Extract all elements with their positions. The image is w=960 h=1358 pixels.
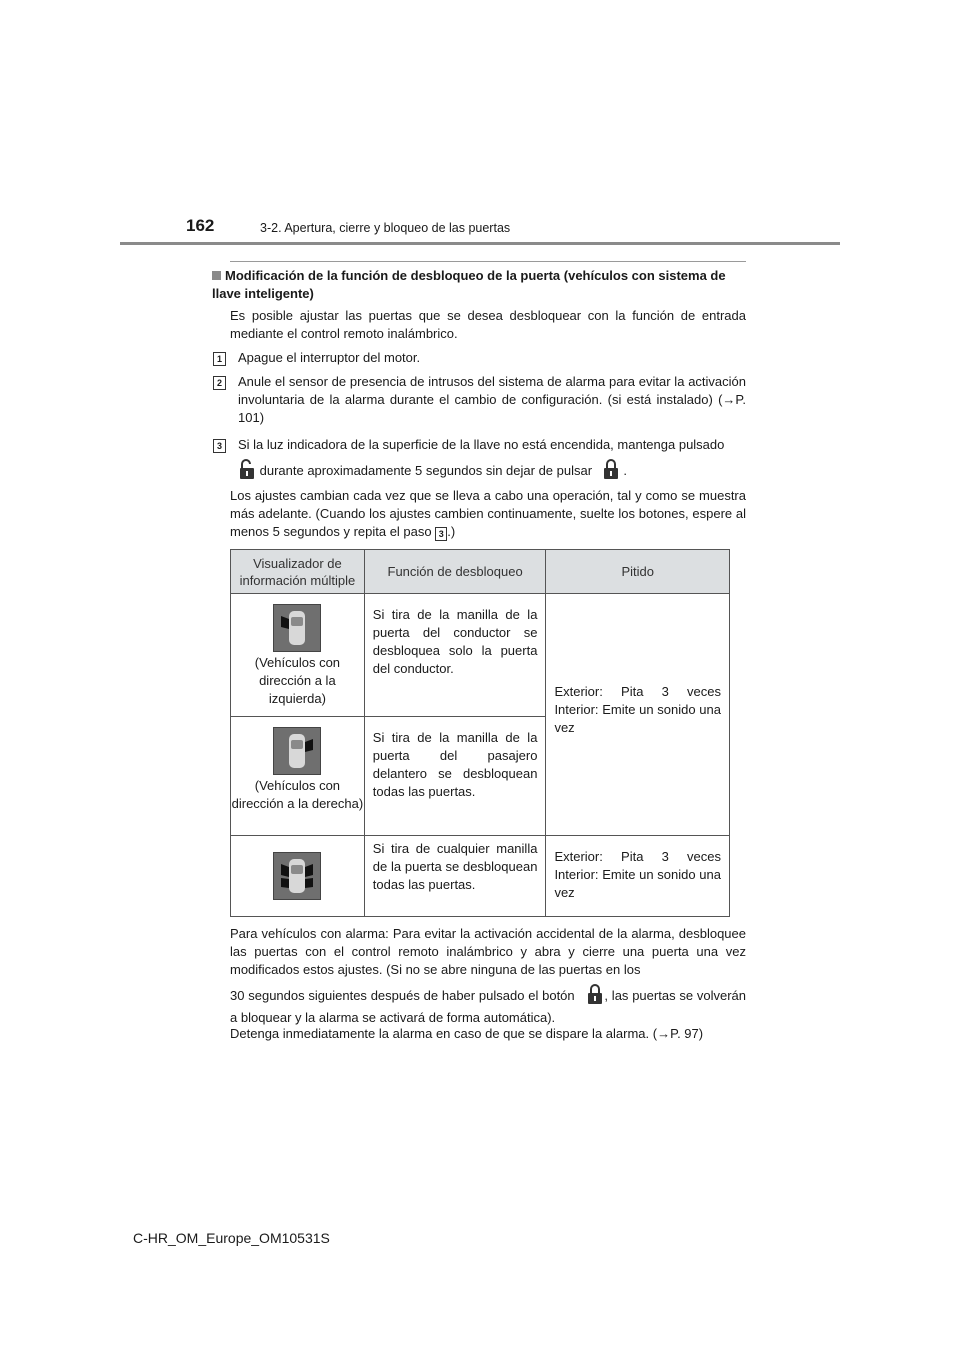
step-number: 2: [213, 376, 226, 390]
beep-cell: Exterior: Pita 3 veces Interior: Emite un sonido una vez: [546, 836, 730, 917]
car-door-icon: [273, 727, 321, 775]
table-header: Pitido: [546, 550, 730, 594]
display-caption: (Vehículos con dirección a la derecha): [231, 778, 364, 811]
step-3-text-a: Si la luz indicadora de la superficie de la llave no está encendida, mantenga pulsado: [238, 437, 725, 452]
alarm-paragraph-b: [230, 984, 746, 1029]
table-header-row: [231, 550, 730, 594]
step-number: 3: [213, 439, 226, 453]
table-row: [231, 836, 730, 917]
step-3-text-c: .: [623, 463, 627, 478]
unlock-settings-table: [230, 549, 730, 917]
table-header: Función de desbloqueo: [364, 550, 546, 594]
lock-icon: [586, 984, 604, 1006]
beep-cell: Exterior: Pita 3 veces Interior: Emite un sonido una vez: [546, 594, 730, 836]
header-rule: [120, 242, 840, 245]
lock-icon: [602, 459, 620, 481]
alarm-paragraph-a: Para vehículos con alarma: Para evitar la activación accidental de la alarma, desbloquee las puertas con el control remoto inalámbrico y abra y cierre una puerta una vez modificados estos ajustes. (Si no se abre ninguna de las puertas en los: [230, 926, 746, 977]
step-number: 1: [213, 352, 226, 366]
alarm-paragraph-d: Detenga inmediatamente la alarma en caso de que se dispare la alarma. (→P. 97): [230, 1026, 704, 1041]
section-title: 3-2. Apertura, cierre y bloqueo de las puertas: [260, 221, 511, 235]
display-cell: [231, 717, 365, 836]
function-cell: Si tira de cualquier manilla de la puerta se desbloquean todas las puertas.: [364, 836, 546, 917]
car-door-icon: [273, 604, 321, 652]
table-row: [231, 594, 730, 717]
alarm-text-c: , las puertas se volverán a bloquear y la alarma se activará de forma automática).: [230, 988, 746, 1025]
heading-text: Modificación de la función de desbloqueo de la puerta (vehículos con sistema de llave inteligente): [212, 268, 726, 301]
step-1-text: Apague el interruptor del motor.: [238, 350, 421, 365]
intro-paragraph: Es posible ajustar las puertas que se desea desbloquear con la función de entrada mediante el control remoto inalámbrico.: [230, 308, 746, 341]
function-cell: Si tira de la manilla de la puerta del pasajero delantero se desbloquean todas las puertas.: [364, 717, 546, 836]
note-paragraph: [230, 487, 746, 541]
car-door-icon: [273, 852, 321, 900]
unlock-icon: [238, 459, 256, 481]
footer-code: C-HR_OM_Europe_OM10531S: [133, 1230, 330, 1246]
step-3-text-b: durante aproximadamente 5 segundos sin dejar de pulsar: [259, 463, 593, 478]
display-cell: [231, 836, 365, 917]
note-text: Los ajustes cambian cada vez que se lleva a cabo una operación, tal y como se muestra más adelante. (Cuando los ajustes cambien continuamente, suelte los botones, espere al menos 5 segundos y repita el paso: [230, 488, 746, 539]
alarm-text-b: 30 segundos siguientes después de haber pulsado el botón: [230, 988, 575, 1003]
step-3-line2: [238, 459, 746, 481]
subsection-rule: [230, 261, 746, 262]
page-number: 162: [186, 216, 215, 235]
display-cell: [231, 594, 365, 717]
table-header: Visualizador de información múltiple: [231, 550, 365, 594]
step-2-text: Anule el sensor de presencia de intrusos del sistema de alarma para evitar la activación involuntaria de la alarma durante el cambio de configuración. (si está instalado) (→P. 101): [238, 374, 746, 425]
display-caption: (Vehículos con dirección a la izquierda): [254, 655, 341, 706]
step-ref-box: 3: [435, 527, 447, 541]
note-text-end: .): [447, 524, 456, 539]
function-cell: Si tira de la manilla de la puerta del conductor se desbloquea solo la puerta del conductor.: [364, 594, 546, 717]
square-bullet-icon: [212, 271, 221, 280]
subsection-heading: [212, 267, 748, 303]
